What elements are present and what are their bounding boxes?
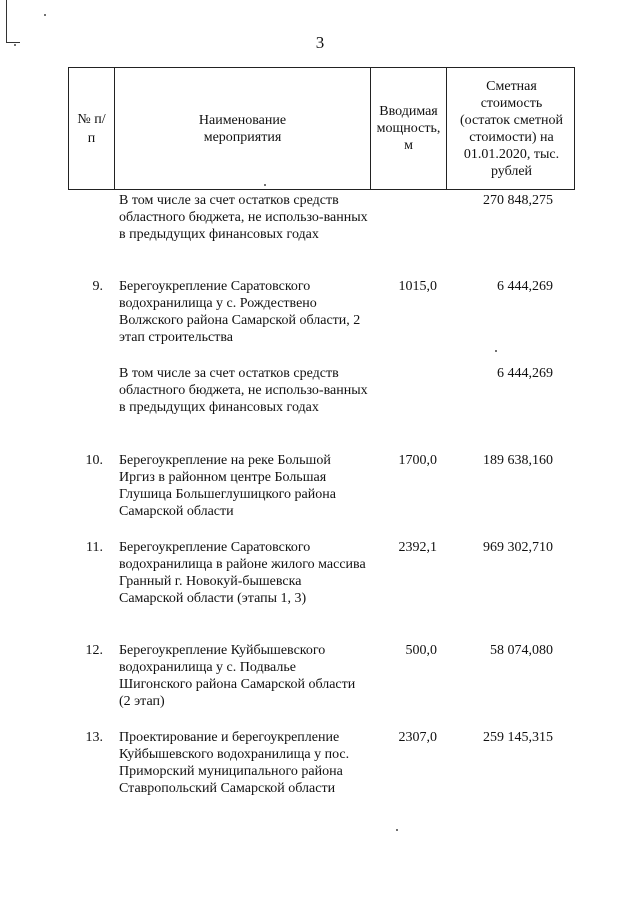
row-number: 9. xyxy=(92,279,103,294)
row-number xyxy=(68,365,113,416)
row-power: 2392,1 xyxy=(398,540,437,555)
row-cost: 6 444,269 xyxy=(497,366,553,381)
row-number: 10. xyxy=(85,453,103,468)
header-power: Вводимая мощность, м xyxy=(370,68,446,189)
table-row xyxy=(68,278,575,346)
table-row xyxy=(68,365,575,416)
row-name: Берегоукрепление Саратовского водохранилища у с. Рождествено Волжского района Самарской области, 2 этап строительства xyxy=(119,279,361,345)
table-row xyxy=(68,729,575,797)
scan-speck xyxy=(495,350,497,352)
header-cost: Сметная стоимость (остаток сметной стоимости) на 01.01.2020, тыс. рублей xyxy=(446,68,576,189)
row-power xyxy=(369,365,445,416)
row-name: Берегоукрепление Саратовского водохранилища в районе жилого массива Гранный г. Новокуй-бышевска Самарской области (этапы 1, 3) xyxy=(119,540,366,606)
row-cost: 969 302,710 xyxy=(483,540,553,555)
table-row xyxy=(68,192,575,243)
row-cost: 270 848,275 xyxy=(483,193,553,208)
row-cost: 189 638,160 xyxy=(483,453,553,468)
row-power: 2307,0 xyxy=(398,730,437,745)
row-cost: 58 074,080 xyxy=(490,643,553,658)
scan-speck xyxy=(44,14,46,16)
row-number xyxy=(68,192,113,243)
row-power: 500,0 xyxy=(405,643,437,658)
table-header xyxy=(68,67,575,190)
table-row xyxy=(68,539,575,607)
row-number: 12. xyxy=(85,643,103,658)
header-name: Наименование мероприятия xyxy=(114,68,370,189)
scan-speck xyxy=(396,829,398,831)
row-name: В том числе за счет остатков средств областного бюджета, не использо-ванных в предыдущих финансовых годах xyxy=(119,366,368,415)
table-row xyxy=(68,642,575,710)
row-number: 13. xyxy=(85,730,103,745)
row-name: Берегоукрепление Куйбышевского водохранилища у с. Подвалье Шигонского района Самарской области (2 этап) xyxy=(119,643,356,709)
page-number: 3 xyxy=(315,33,325,52)
row-power: 1015,0 xyxy=(398,279,437,294)
row-number: 11. xyxy=(86,540,103,555)
row-name: Проектирование и берегоукрепление Куйбышевского водохранилища у пос. Приморский муниципального района Ставропольский Самарской области xyxy=(119,730,350,796)
row-name: В том числе за счет остатков средств областного бюджета, не использо-ванных в предыдущих финансовых годах xyxy=(119,193,368,242)
row-cost: 259 145,315 xyxy=(483,730,553,745)
row-power: 1700,0 xyxy=(398,453,437,468)
row-cost: 6 444,269 xyxy=(497,279,553,294)
header-number: № п/п xyxy=(77,111,106,146)
row-power xyxy=(369,192,445,243)
table-row xyxy=(68,452,575,520)
row-name: Берегоукрепление на реке Большой Иргиз в районном центре Большая Глушица Большеглушицкого района Самарской области xyxy=(119,453,336,519)
